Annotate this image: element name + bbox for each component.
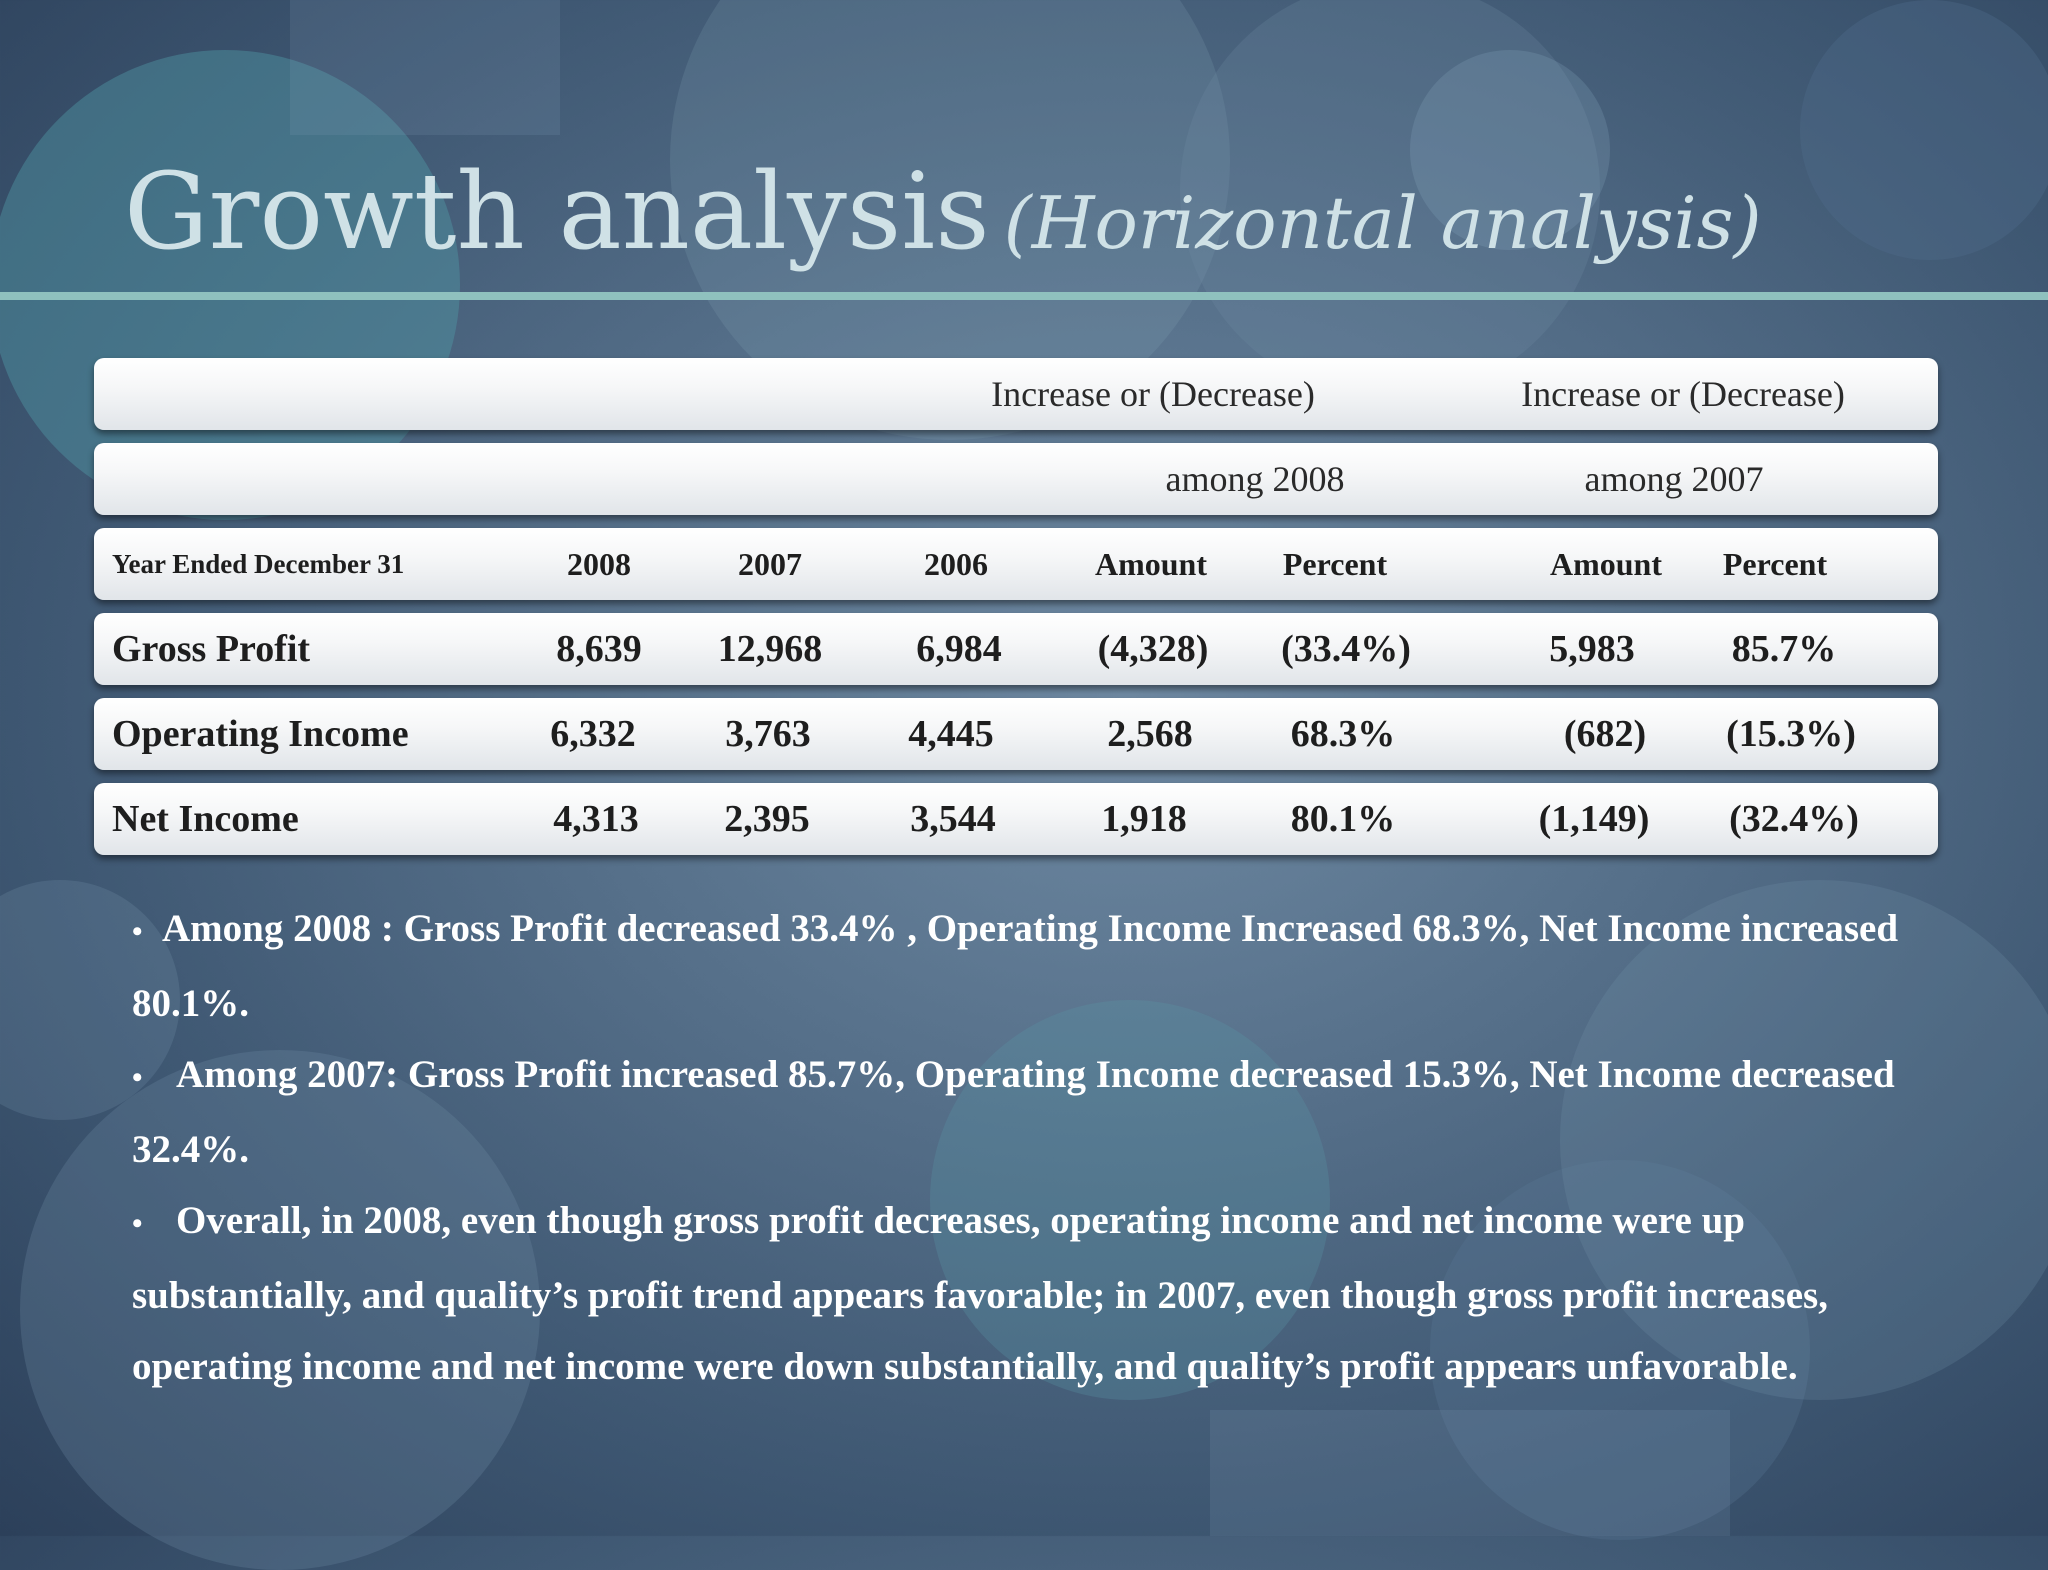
column-header-2006: 2006: [924, 546, 988, 582]
table-row: [94, 783, 1938, 855]
column-header-2007: 2007: [738, 546, 802, 582]
cell-value: 6,332: [550, 713, 636, 755]
cell-value: 4,313: [553, 798, 639, 840]
bullet-text: Among 2008 : Gross Profit decreased 33.4% , Operating Income Increased 68.3%, Net Income increased 80.1%.: [132, 907, 1899, 1025]
row-label-gross-profit: Gross Profit: [112, 628, 311, 670]
cell-value: (682): [1563, 713, 1647, 755]
cell-value: (32.4%): [1729, 798, 1859, 840]
cell-value: 2,568: [1107, 713, 1193, 755]
cell-value: 5,983: [1549, 628, 1635, 670]
bullet-item: [132, 893, 1912, 1039]
bullet-dot: •: [132, 1061, 143, 1094]
cell-value: 3,544: [910, 798, 996, 840]
background-square: [1210, 1410, 1730, 1536]
bullet-dot: •: [132, 915, 143, 948]
cell-value: 1,918: [1101, 798, 1187, 840]
column-header-percent-2007: Percent: [1722, 546, 1828, 582]
bullet-text: Overall, in 2008, even though gross profit decreases, operating income and net income were up substantially, and quality’s profit trend appears favorable; in 2007, even though gross profit increases, operating income and net income were down substantially, and quality’s profit appears unfavorable.: [132, 1199, 1828, 1388]
cell-value: 8,639: [556, 628, 642, 670]
cell-value: (33.4%): [1281, 628, 1411, 670]
group-header-2008: Increase or (Decrease): [991, 374, 1315, 414]
title-main: Growth analysis: [124, 150, 990, 273]
table-row: [94, 698, 1938, 770]
column-header-percent-2008: Percent: [1282, 546, 1388, 582]
page-title: [124, 150, 1762, 273]
column-header-2008: 2008: [567, 546, 631, 582]
background-circle: [1800, 0, 2048, 260]
bullet-text: Among 2007: Gross Profit increased 85.7%, Operating Income decreased 15.3%, Net Income decreased 32.4%.: [132, 1053, 1895, 1171]
cell-value: 6,984: [916, 628, 1002, 670]
column-header-amount-2008: Amount: [1094, 546, 1208, 582]
group-header-2007: Increase or (Decrease): [1521, 374, 1845, 414]
column-header-amount-2007: Amount: [1549, 546, 1663, 582]
background-square: [290, 0, 560, 135]
column-header-year: Year Ended December 31: [112, 549, 405, 579]
group-subheader-2007: among 2007: [1584, 459, 1764, 499]
cell-value: 3,763: [725, 713, 811, 755]
bullet-dot: •: [132, 1207, 143, 1240]
cell-value: 2,395: [724, 798, 810, 840]
cell-value: 80.1%: [1290, 798, 1396, 840]
growth-table: [94, 358, 1938, 868]
cell-value: 85.7%: [1731, 628, 1837, 670]
summary-bullets: [132, 893, 1912, 1403]
cell-value: 4,445: [908, 713, 994, 755]
table-header-row-2: [94, 443, 1938, 515]
cell-value: (4,328): [1097, 628, 1209, 670]
cell-value: (15.3%): [1726, 713, 1856, 755]
bullet-item: [132, 1185, 1912, 1403]
cell-value: 12,968: [717, 628, 823, 670]
row-label-operating-income: Operating Income: [112, 713, 409, 755]
title-divider: [0, 292, 2048, 300]
cell-value: (1,149): [1538, 798, 1650, 840]
cell-value: 68.3%: [1290, 713, 1396, 755]
bullet-item: [132, 1039, 1912, 1185]
table-column-header-row: [94, 528, 1938, 600]
group-subheader-2008: among 2008: [1165, 459, 1345, 499]
table-header-row-1: [94, 358, 1938, 430]
table-row: [94, 613, 1938, 685]
title-subtitle: (Horizontal analysis): [1003, 181, 1762, 265]
row-label-net-income: Net Income: [112, 798, 299, 840]
